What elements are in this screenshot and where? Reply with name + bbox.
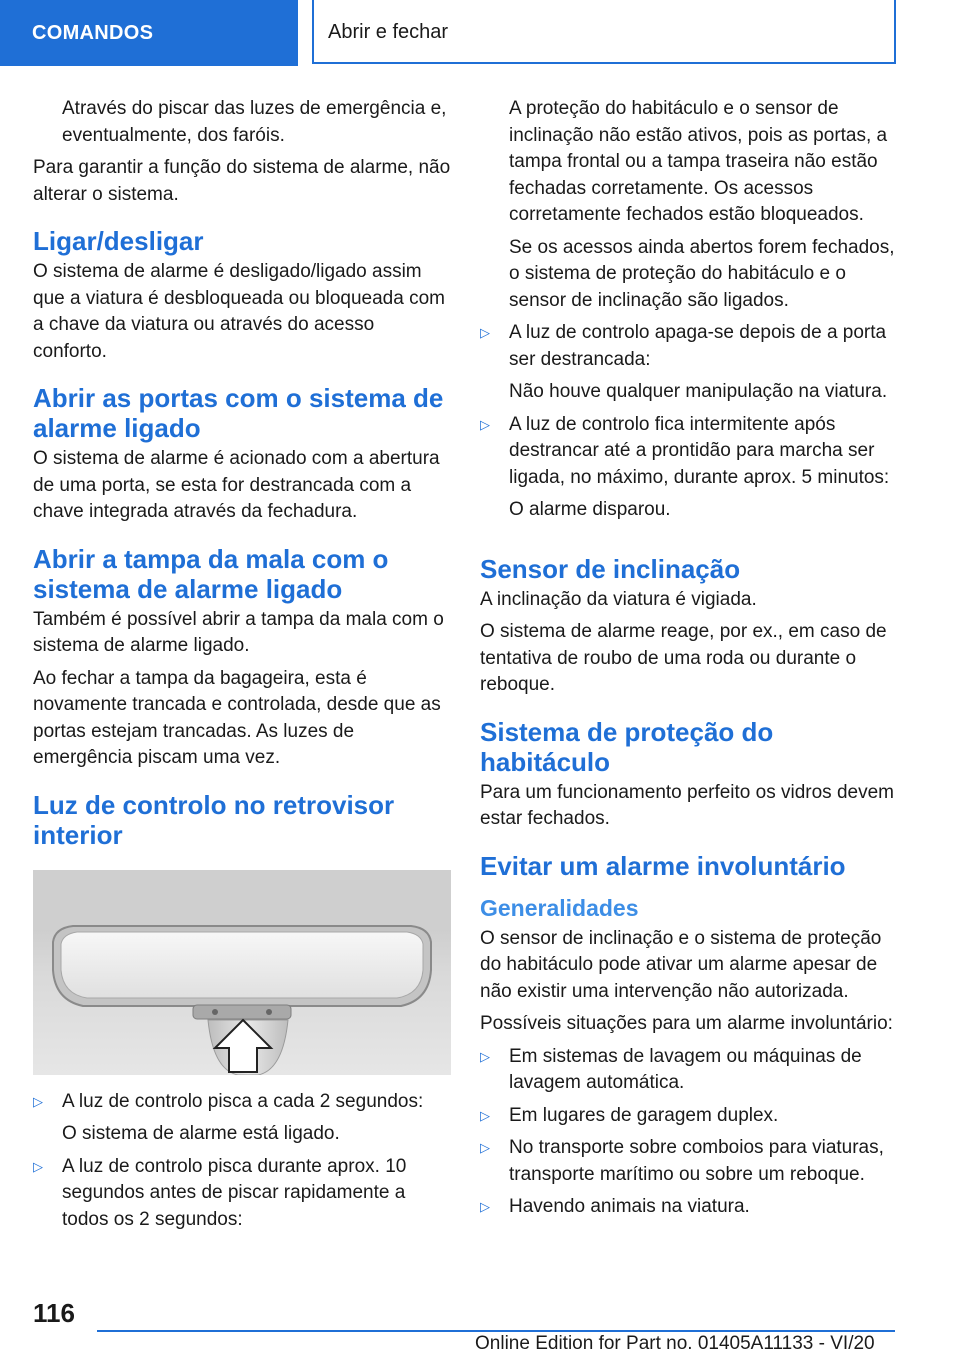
- indented-paragraph-2: Se os acessos ainda abertos forem fechados, o sistema de proteção do habitáculo e o sensor de inclinação são ligados.: [509, 236, 895, 311]
- heading-evitar-alarme: Evitar um alarme involuntário: [480, 850, 846, 881]
- list-item-text: A luz de controlo fica intermitente após destrancar até a prontidão para marcha ser ligada, no máximo, durante aprox. 5 minutos:: [509, 413, 890, 488]
- list-item: [33, 1154, 451, 1234]
- left-bullet-list: [33, 1089, 451, 1234]
- intro-paragraph: Para garantir a função do sistema de alarme, não alterar o sistema.: [33, 157, 451, 205]
- list-item: [480, 412, 900, 492]
- list-item: [480, 1044, 900, 1097]
- left-column: [33, 96, 451, 1239]
- heading-abrir-mala: Abrir a tampa da mala com o sistema de alarme ligado: [33, 543, 389, 604]
- section-tab: COMANDOS: [0, 0, 298, 66]
- list-item: [480, 1135, 900, 1188]
- list-item-text: Em lugares de garagem duplex.: [509, 1104, 779, 1126]
- list-item-text: A luz de controlo apaga-se depois de a porta ser destrancada:: [509, 322, 887, 370]
- paragraph-sensor-1: A inclinação da viatura é vigiada.: [480, 588, 757, 610]
- indented-paragraph-1: A proteção do habitáculo e o sensor de inclinação não estão ativos, pois as portas, a tampa frontal ou a tampa traseira não estão fechadas corretamente. Os acessos corretamente fechados estão bloqueados.: [509, 98, 888, 225]
- list-item-text: A luz de controlo pisca a cada 2 segundos:: [62, 1090, 424, 1112]
- list-item-result: O alarme disparou.: [509, 499, 671, 520]
- rearview-mirror-illustration: [33, 870, 451, 1075]
- paragraph-ligar: O sistema de alarme é desligado/ligado assim que a viatura é desbloqueada ou bloqueada com a chave da viatura ou através do acesso conforto.: [33, 261, 445, 362]
- list-item-text: No transporte sobre comboios para viaturas, transporte marítimo ou sobre um reboque.: [509, 1137, 884, 1185]
- list-item: [480, 1103, 900, 1130]
- heading-abrir-portas: Abrir as portas com o sistema de alarme ligado: [33, 383, 444, 443]
- list-item-text: A luz de controlo pisca durante aprox. 10 segundos antes de piscar rapidamente a todos os 2 segundos:: [62, 1155, 407, 1230]
- list-item: [480, 1194, 900, 1221]
- paragraph-generalidades-2: Possíveis situações para um alarme involuntário:: [480, 1013, 893, 1034]
- right-bullet-list-1: [480, 320, 900, 524]
- paragraph-generalidades-1: O sensor de inclinação e o sistema de proteção do habitáculo pode ativar um alarme apesar de não existir uma intervenção não autorizada.: [480, 927, 882, 1002]
- list-item-result: Não houve qualquer manipulação na viatura.: [509, 381, 888, 402]
- list-item-result: O sistema de alarme está ligado.: [62, 1123, 340, 1144]
- heading-ligar-desligar: Ligar/desligar: [33, 226, 204, 256]
- triangle-bullet-icon: ▷: [480, 325, 490, 340]
- triangle-bullet-icon: ▷: [33, 1093, 43, 1109]
- list-item: [480, 320, 900, 373]
- page-number: 116: [33, 1298, 75, 1328]
- paragraph-portas: O sistema de alarme é acionado com a abertura de uma porta, se esta for destrancada com a chave integrada através da fechadura.: [33, 448, 440, 522]
- list-item-text: Em sistemas de lavagem ou máquinas de lavagem automática.: [509, 1045, 862, 1093]
- triangle-bullet-icon: ▷: [480, 1199, 490, 1214]
- chapter-title: Abrir e fechar: [312, 0, 896, 64]
- list-item-text: Havendo animais na viatura.: [509, 1196, 750, 1217]
- paragraph-habitaculo: Para um funcionamento perfeito os vidros devem estar fechados.: [480, 781, 894, 829]
- paragraph-sensor-2: O sistema de alarme reage, por ex., em caso de tentativa de roubo de uma roda ou durante o reboque.: [480, 621, 887, 695]
- heading-sensor-inclinacao: Sensor de inclinação: [480, 553, 741, 584]
- heading-protecao-habitaculo: Sistema de proteção do habitáculo: [480, 716, 774, 777]
- triangle-bullet-icon: ▷: [33, 1158, 43, 1174]
- triangle-bullet-icon: ▷: [480, 1048, 490, 1064]
- triangle-bullet-icon: ▷: [480, 1107, 490, 1123]
- right-bullet-list-2: [480, 1044, 900, 1221]
- triangle-bullet-icon: ▷: [480, 1140, 490, 1155]
- footer-edition: Online Edition for Part no. 01405A11133 - VI/20: [475, 1333, 875, 1354]
- paragraph-mala-1: Também é possível abrir a tampa da mala com o sistema de alarme ligado.: [33, 608, 444, 656]
- footer-divider: [97, 1330, 895, 1332]
- right-column: [480, 96, 900, 1227]
- paragraph-mala-2: Ao fechar a tampa da bagageira, esta é novamente trancada e controlada, desde que as portas estejam trancadas. As luzes de emergência piscam uma vez.: [33, 667, 441, 768]
- page-header: [0, 0, 960, 66]
- subheading-generalidades: Generalidades: [480, 894, 639, 921]
- heading-luz-controlo: Luz de controlo no retrovisor interior: [33, 789, 395, 850]
- intro-indented-text: Através do piscar das luzes de emergência e, eventualmente, dos faróis.: [62, 98, 447, 146]
- triangle-bullet-icon: ▷: [480, 416, 490, 432]
- list-item: [33, 1089, 451, 1116]
